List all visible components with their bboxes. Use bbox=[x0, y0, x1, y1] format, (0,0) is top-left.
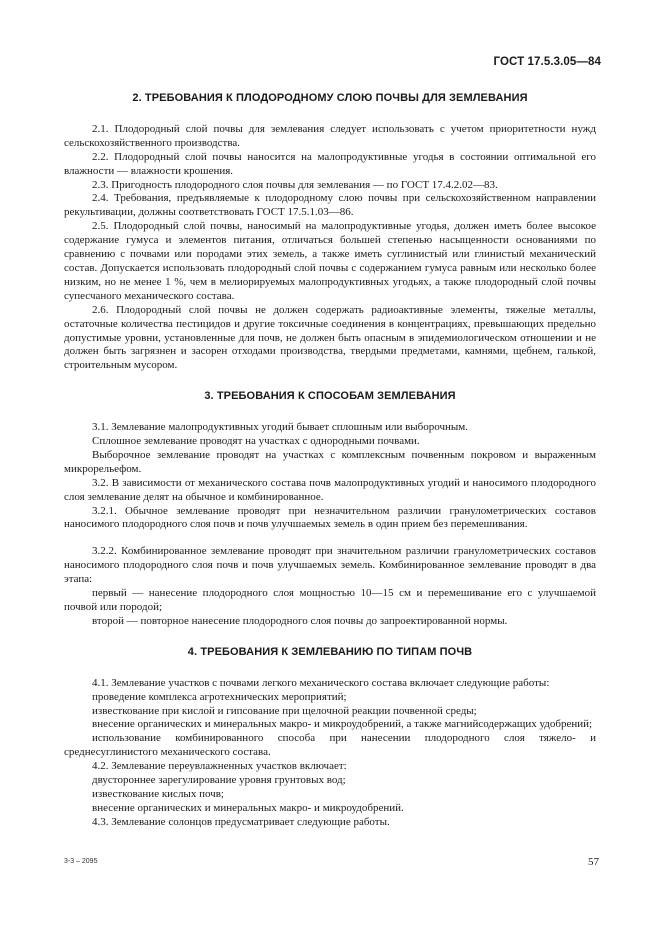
paragraph-4-2-item-3: внесение органических и минеральных макро- и микроудобрений. bbox=[92, 801, 404, 814]
paragraph-3-1-selective: Выборочное землевание проводят на участках с комплексным почвенным покровом и выраженным микрорельефом. bbox=[64, 448, 596, 475]
paragraph-4-1-item-4: использование комбинированного способа при нанесении плодородного слоя тяжело- и среднесуглинистого механического состава. bbox=[64, 732, 596, 759]
paragraph-4-1: 4.1. Землевание участков с почвами легкого механического состава включает следующие работы: bbox=[92, 676, 550, 689]
paragraph-3-2: 3.2. В зависимости от механического состава почв малопродуктивных угодий и наносимого плодородного слоя землевание делят на обычное и комбинированное. bbox=[64, 476, 596, 503]
paragraph-3-2-1: 3.2.1. Обычное землевание проводят при незначительном различии гранулометрических составов наносимого плодородного слоя почв и почв улучшаемых земель в один прием без перемешивания. bbox=[64, 504, 596, 531]
paragraph-2-3: 2.3. Пригодность плодородного слоя почвы для землевания — по ГОСТ 17.4.2.02—83. bbox=[92, 178, 498, 191]
paragraph-4-1-item-3: внесение органических и минеральных макро- и микроудобрений, а также магнийсодержащих удобрений; bbox=[92, 718, 593, 731]
section-4-title: 4. ТРЕБОВАНИЯ К ЗЕМЛЕВАНИЮ ПО ТИПАМ ПОЧВ bbox=[187, 645, 473, 658]
section-2-title: 2. ТРЕБОВАНИЯ К ПЛОДОРОДНОМУ СЛОЮ ПОЧВЫ ДЛЯ ЗЕМЛЕВАНИЯ bbox=[132, 92, 528, 104]
paragraph-2-2: 2.2. Плодородный слой почвы наносится на малопродуктивные угодья в состоянии оптимальной его влажности — влажности крошения. bbox=[64, 150, 596, 177]
document-body bbox=[64, 92, 596, 830]
paragraph-4-2: 4.2. Землевание переувлажненных участков включает: bbox=[92, 760, 347, 773]
paragraph-3-1: 3.1. Землевание малопродуктивных угодий бывает сплошным или выборочным. bbox=[92, 421, 468, 434]
paragraph-4-3: 4.3. Землевание солонцов предусматривает следующие работы. bbox=[92, 815, 390, 828]
paragraph-2-4: 2.4. Требования, предъявляемые к плодородному слою почвы при сельскохозяйственном направлении рекультивации, должны соответствовать ГОСТ 17.5.1.03—86. bbox=[64, 192, 596, 219]
paragraph-2-5: 2.5. Плодородный слой почвы, наносимый на малопродуктивные угодья, должен иметь более высокое содержание гумуса и элементов питания, отличаться большей степенью насыщенности основаниями по сравнению с почвами или породами этих земель, а также иметь суглинистый или глинистый механический состав. Допускается использовать плодородный слой почвы с содержанием гумуса равным или несколько более низким, но не менее 1 %, чем в мелиорируемых малопродуктивных угодьях, а также плодородный слой почвы супесчаного механического состава. bbox=[64, 220, 596, 302]
paragraph-2-1: 2.1. Плодородный слой почвы для землевания следует использовать с учетом приоритетности нужд сельскохозяйственного производства. bbox=[64, 122, 596, 149]
document-code: ГОСТ 17.5.3.05—84 bbox=[493, 56, 601, 68]
paragraph-4-2-item-2: известкование кислых почв; bbox=[92, 787, 224, 800]
paragraph-3-2-2-second: второй — повторное нанесение плодородного слоя почвы до запроектированной нормы. bbox=[92, 614, 508, 627]
section-3-title: 3. ТРЕБОВАНИЯ К СПОСОБАМ ЗЕМЛЕВАНИЯ bbox=[204, 390, 456, 403]
paragraph-4-1-item-2: известкование при кислой и гипсование при щелочной реакции почвенной среды; bbox=[92, 704, 477, 717]
paragraph-3-2-2-first: первый — нанесение плодородного слоя мощностью 10—15 см и перемешивание его с улучшаемой почвой или породой; bbox=[64, 587, 596, 613]
paragraph-4-2-item-1: двустороннее зарегулирование уровня грунтовых вод; bbox=[92, 774, 346, 787]
paragraph-3-1-continuous: Сплошное землевание проводят на участках с однородными почвами. bbox=[92, 435, 420, 448]
paragraph-3-2-2: 3.2.2. Комбинированное землевание проводят при значительном различии гранулометрических составов наносимого плодородного слоя почв и почв улучшаемых земель. Комбинированное землевание проводят в два этапа: bbox=[64, 545, 596, 586]
page-number: 57 bbox=[588, 856, 599, 868]
paragraph-2-6: 2.6. Плодородный слой почвы не должен содержать радиоактивные элементы, тяжелые металлы, остаточные количества пестицидов и другие токсичные соединения в концентрациях, превышающих предельно допустимые уровни, установленные для почв, не должен быть опасным в эпидемиологическом отношении и не должен быть загрязнен и засорен отходами производства, твердыми предметами, камнями, щебнем, галькой, строительным мусором. bbox=[64, 303, 596, 372]
paragraph-4-1-item-1: проведение комплекса агротехнических мероприятий; bbox=[92, 690, 347, 703]
print-code: 3-3 – 2095 bbox=[64, 858, 98, 865]
